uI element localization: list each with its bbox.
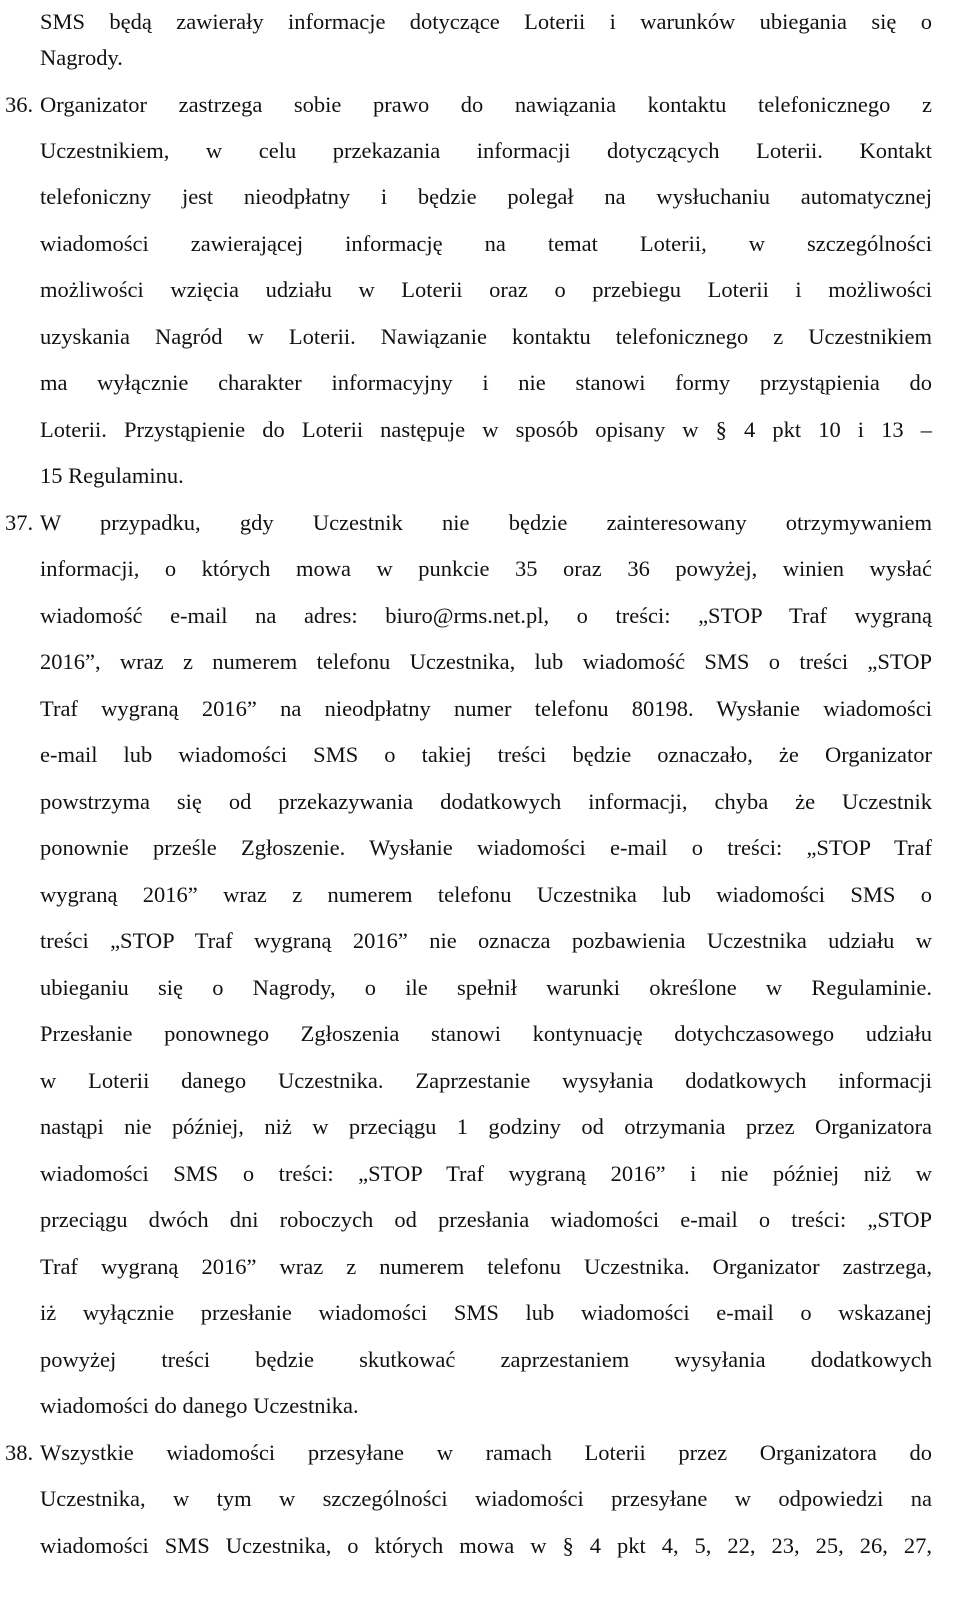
paragraph-line: Traf wygraną 2016” na nieodpłatny numer telefonu 80198. Wysłanie wiadomości: [40, 696, 932, 721]
paragraph-line: Wszystkie wiadomości przesyłane w ramach Loterii przez Organizatora do: [40, 1440, 932, 1465]
item-number: 38.: [5, 1440, 34, 1465]
item-number: 36.: [5, 92, 34, 117]
paragraph-line: powyżej treści będzie skutkować zaprzestaniem wysyłania dodatkowych: [40, 1347, 932, 1372]
paragraph-line: e-mail lub wiadomości SMS o takiej treści będzie oznaczało, że Organizator: [40, 742, 932, 767]
paragraph-line: Organizator zastrzega sobie prawo do nawiązania kontaktu telefonicznego z: [40, 92, 932, 117]
paragraph-line: telefoniczny jest nieodpłatny i będzie polegał na wysłuchaniu automatycznej: [40, 184, 932, 209]
paragraph-line: powstrzyma się od przekazywania dodatkowych informacji, chyba że Uczestnik: [40, 789, 932, 814]
paragraph-line: Przesłanie ponownego Zgłoszenia stanowi kontynuację dotychczasowego udziału: [40, 1021, 932, 1046]
paragraph-line: SMS będą zawierały informacje dotyczące Loterii i warunków ubiegania się o: [40, 9, 932, 34]
paragraph-line: iż wyłącznie przesłanie wiadomości SMS lub wiadomości e-mail o wskazanej: [40, 1300, 932, 1325]
paragraph-line: Uczestnika, w tym w szczególności wiadomości przesyłane w odpowiedzi na: [40, 1486, 932, 1511]
paragraph-line: wiadomości zawierającej informację na temat Loterii, w szczególności: [40, 231, 932, 256]
paragraph-line: wiadomości SMS o treści: „STOP Traf wygraną 2016” i nie później niż w: [40, 1161, 932, 1186]
paragraph-line: wiadomości SMS Uczestnika, o których mowa w § 4 pkt 4, 5, 22, 23, 25, 26, 27,: [40, 1533, 932, 1558]
paragraph-line: wiadomość e-mail na adres: biuro@rms.net.pl, o treści: „STOP Traf wygraną: [40, 603, 932, 628]
paragraph-line: ma wyłącznie charakter informacyjny i nie stanowi formy przystąpienia do: [40, 370, 932, 395]
paragraph-line: treści „STOP Traf wygraną 2016” nie oznacza pozbawienia Uczestnika udziału w: [40, 928, 932, 953]
paragraph-line: Loterii. Przystąpienie do Loterii następuje w sposób opisany w § 4 pkt 10 i 13 –: [40, 417, 932, 442]
paragraph-line: Traf wygraną 2016” wraz z numerem telefonu Uczestnika. Organizator zastrzega,: [40, 1254, 932, 1279]
paragraph-line: w Loterii danego Uczestnika. Zaprzestanie wysyłania dodatkowych informacji: [40, 1068, 932, 1093]
paragraph-line: informacji, o których mowa w punkcie 35 oraz 36 powyżej, winien wysłać: [40, 556, 932, 581]
paragraph-line: możliwości wzięcia udziału w Loterii oraz o przebiegu Loterii i możliwości: [40, 277, 932, 302]
item-number: 37.: [5, 510, 34, 535]
paragraph-line: przeciągu dwóch dni roboczych od przesłania wiadomości e-mail o treści: „STOP: [40, 1207, 932, 1232]
paragraph-line: Uczestnikiem, w celu przekazania informacji dotyczących Loterii. Kontakt: [40, 138, 932, 163]
paragraph-line: nastąpi nie później, niż w przeciągu 1 godziny od otrzymania przez Organizatora: [40, 1114, 932, 1139]
paragraph-line: ubieganiu się o Nagrody, o ile spełnił warunki określone w Regulaminie.: [40, 975, 932, 1000]
paragraph-line: W przypadku, gdy Uczestnik nie będzie zainteresowany otrzymywaniem: [40, 510, 932, 535]
paragraph-line: wiadomości do danego Uczestnika.: [40, 1393, 359, 1418]
paragraph-line: uzyskania Nagród w Loterii. Nawiązanie kontaktu telefonicznego z Uczestnikiem: [40, 324, 932, 349]
paragraph-line: Nagrody.: [40, 45, 123, 70]
paragraph-line: ponownie prześle Zgłoszenie. Wysłanie wiadomości e-mail o treści: „STOP Traf: [40, 835, 932, 860]
paragraph-line: 15 Regulaminu.: [40, 463, 184, 488]
paragraph-line: 2016”, wraz z numerem telefonu Uczestnika, lub wiadomość SMS o treści „STOP: [40, 649, 932, 674]
paragraph-line: wygraną 2016” wraz z numerem telefonu Uczestnika lub wiadomości SMS o: [40, 882, 932, 907]
